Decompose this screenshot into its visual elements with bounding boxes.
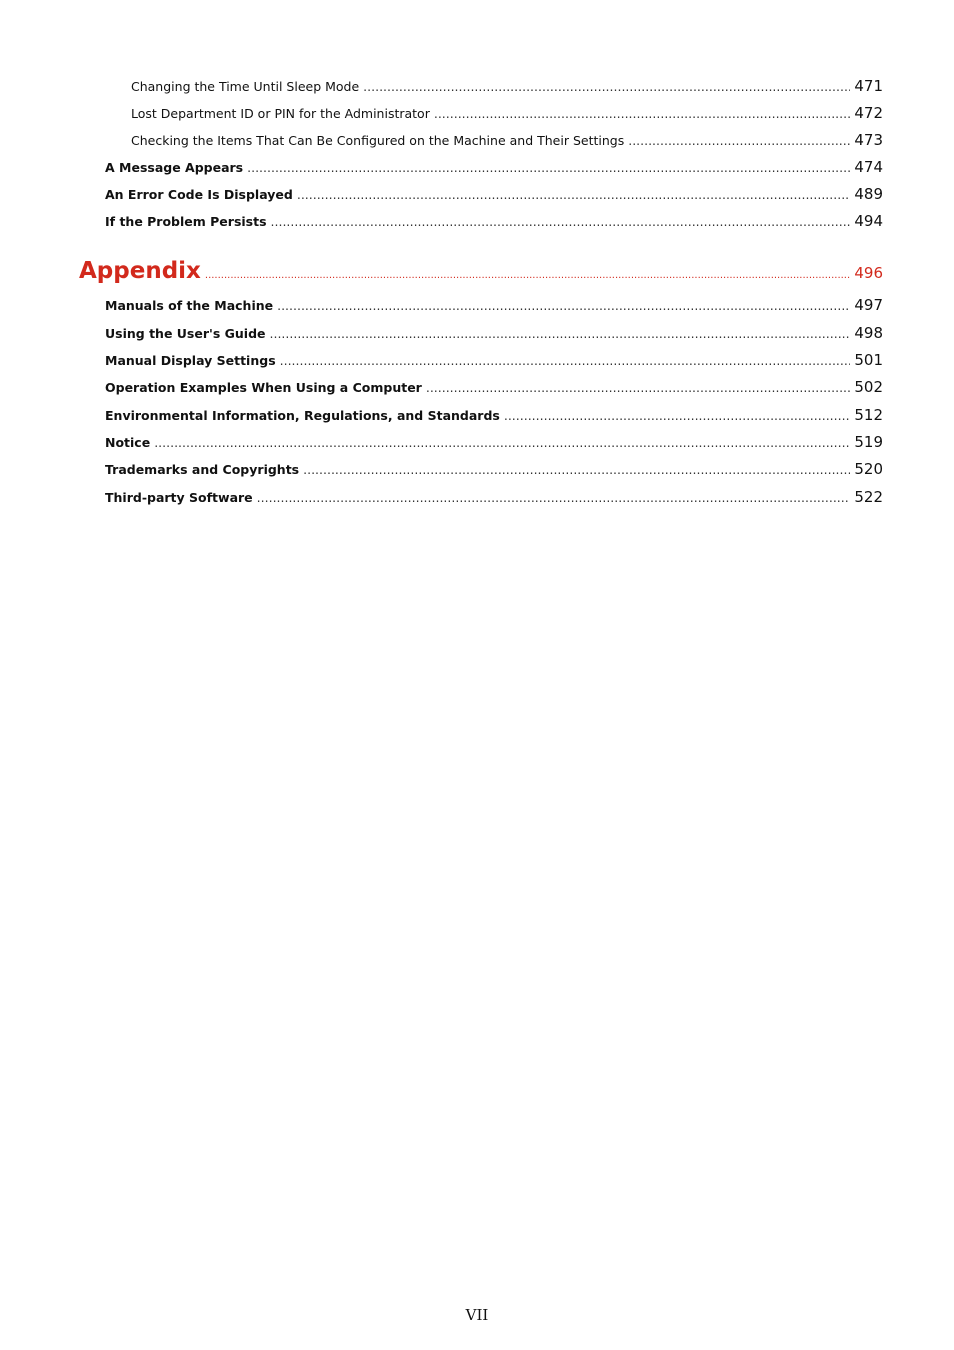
toc-entry-checking-items-configured[interactable] — [131, 131, 883, 149]
toc-section-label: An Error Code Is Displayed — [105, 187, 293, 202]
dot-leader — [247, 160, 850, 175]
toc-entry-page: 471 — [854, 77, 883, 95]
dot-leader — [205, 270, 850, 281]
toc-section-page: 494 — [854, 212, 883, 230]
dot-leader — [363, 79, 850, 94]
dot-leader — [257, 490, 851, 505]
toc-entry-label: Lost Department ID or PIN for the Administrator — [131, 106, 430, 121]
toc-section-page: 512 — [854, 406, 883, 424]
toc-section-label: If the Problem Persists — [105, 214, 267, 229]
toc-section-page: 474 — [854, 158, 883, 176]
toc-section-message-appears[interactable] — [105, 158, 883, 176]
toc-section-page: 519 — [854, 433, 883, 451]
dot-leader — [277, 298, 850, 313]
dot-leader — [270, 326, 851, 341]
toc-section-page: 498 — [854, 324, 883, 342]
toc-section-error-code-displayed[interactable] — [105, 185, 883, 203]
toc-section-label: Operation Examples When Using a Computer — [105, 380, 422, 395]
dot-leader — [303, 462, 850, 477]
toc-section-trademarks-copyrights[interactable] — [105, 460, 883, 478]
toc-section-label: Environmental Information, Regulations, and Standards — [105, 408, 500, 423]
toc-section-label: Notice — [105, 435, 151, 450]
toc-chapter-page: 496 — [854, 264, 883, 282]
toc-section-page: 522 — [854, 488, 883, 506]
toc-section-problem-persists[interactable] — [105, 212, 883, 230]
dot-leader — [271, 214, 851, 229]
dot-leader — [297, 187, 851, 202]
toc-section-label: Third-party Software — [105, 490, 253, 505]
toc-section-environmental-information[interactable] — [105, 406, 883, 424]
toc-section-manuals-of-machine[interactable] — [105, 296, 883, 314]
toc-entry-label: Checking the Items That Can Be Configured on the Machine and Their Settings — [131, 133, 625, 148]
toc-chapter-label: Appendix — [79, 258, 201, 284]
toc-section-label: A Message Appears — [105, 160, 244, 175]
toc-section-operation-examples[interactable] — [105, 378, 883, 396]
dot-leader — [280, 353, 851, 368]
toc-entry-page: 473 — [854, 131, 883, 149]
toc-chapter-appendix[interactable] — [79, 258, 883, 284]
dot-leader — [426, 380, 851, 395]
toc-section-page: 520 — [854, 460, 883, 478]
toc-section-manual-display-settings[interactable] — [105, 351, 883, 369]
dot-leader — [434, 106, 851, 121]
toc-entry-changing-time-until-sleep-mode[interactable] — [131, 77, 883, 95]
page-number: VII — [465, 1306, 489, 1324]
toc-section-third-party-software[interactable] — [105, 488, 883, 506]
toc-section-page: 489 — [854, 185, 883, 203]
toc-section-page: 501 — [854, 351, 883, 369]
dot-leader — [628, 133, 850, 148]
toc-section-page: 497 — [854, 296, 883, 314]
toc-section-page: 502 — [854, 378, 883, 396]
toc-section-label: Manuals of the Machine — [105, 298, 274, 313]
toc-section-using-users-guide[interactable] — [105, 324, 883, 342]
toc-section-notice[interactable] — [105, 433, 883, 451]
toc-entry-lost-department-id[interactable] — [131, 104, 883, 122]
dot-leader — [154, 435, 850, 450]
toc-section-label: Manual Display Settings — [105, 353, 276, 368]
toc-section-label: Using the User's Guide — [105, 326, 266, 341]
toc-section-label: Trademarks and Copyrights — [105, 462, 300, 477]
toc-entry-page: 472 — [854, 104, 883, 122]
toc-entry-label: Changing the Time Until Sleep Mode — [131, 79, 360, 94]
dot-leader — [504, 408, 851, 423]
